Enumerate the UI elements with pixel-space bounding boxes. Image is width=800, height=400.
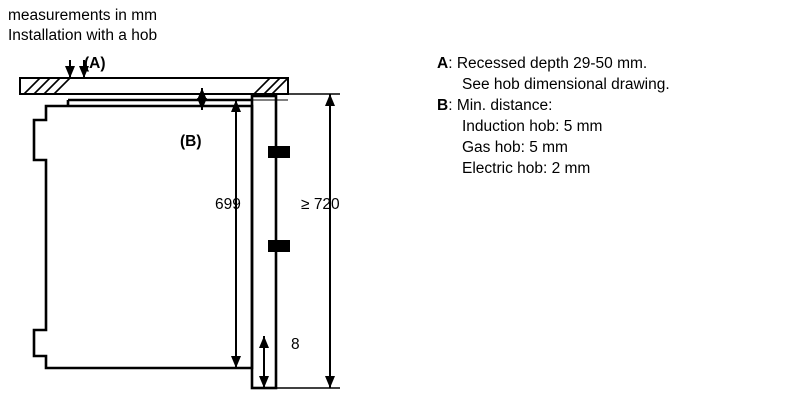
legend-text: Electric hob: 2 mm	[462, 160, 591, 177]
legend-sep: :	[448, 55, 457, 72]
dimension-label-8: 8	[291, 336, 300, 353]
dimension-label-699: 699	[215, 196, 241, 213]
legend-sep: :	[448, 97, 457, 114]
technical-drawing-svg	[0, 48, 430, 393]
legend-text: See hob dimensional drawing.	[462, 76, 670, 93]
legend-text: Recessed depth 29-50 mm.	[456, 55, 648, 72]
legend-text: Min. distance:	[456, 97, 553, 114]
legend-item	[437, 53, 797, 74]
legend-item	[437, 158, 797, 179]
legend	[437, 53, 797, 179]
page-subtitle-line-2: Installation with a hob	[8, 27, 158, 44]
legend-item	[437, 95, 797, 116]
dimension-label-total: ≥ 720	[301, 196, 340, 213]
marker-b-label: (B)	[180, 133, 202, 150]
legend-item	[437, 137, 797, 158]
legend-key-a: A	[437, 55, 449, 72]
legend-item	[437, 116, 797, 137]
worktop-plate	[20, 78, 288, 94]
page-title-line-1: measurements in mm	[8, 7, 158, 24]
legend-item	[437, 74, 797, 95]
appliance-front-panel	[252, 96, 290, 388]
oven-installation-drawing	[0, 48, 430, 393]
oven-body-outline	[34, 100, 252, 368]
dimension-699	[231, 100, 288, 368]
marker-a-label: (A)	[84, 55, 106, 72]
legend-text: Induction hob: 5 mm	[462, 118, 603, 135]
legend-key-b: B	[437, 97, 449, 114]
legend-text: Gas hob: 5 mm	[462, 139, 568, 156]
dimension-8	[259, 336, 269, 388]
